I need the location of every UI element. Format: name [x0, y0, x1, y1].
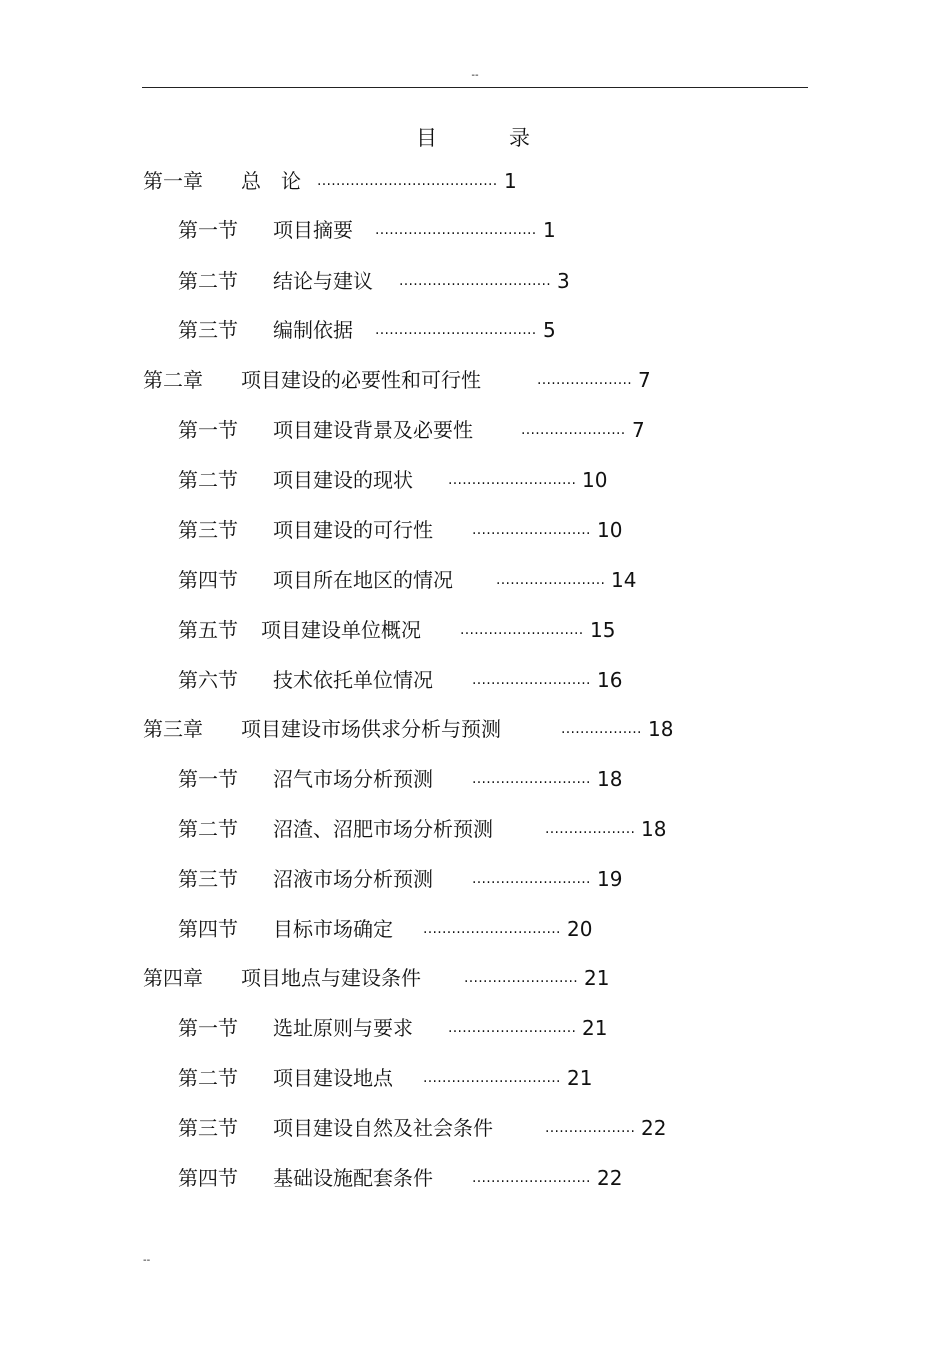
toc-entry-page: 21 [584, 966, 610, 990]
toc-entry-leader: ......................... [472, 522, 591, 538]
toc-entry-leader: ................... [545, 821, 636, 837]
toc-entry-leader: ................. [561, 721, 642, 737]
toc-entry-title: 技术依托单位情况 [273, 668, 433, 692]
toc-section-entry [0, 612, 950, 648]
toc-entry-title: 沼液市场分析预测 [273, 867, 433, 891]
toc-section-entry [0, 1010, 950, 1046]
toc-section-entry [0, 911, 950, 947]
toc-entry-number: 第六节 [178, 668, 238, 692]
toc-section-entry [0, 662, 950, 698]
toc-entry-leader: .................................. [375, 322, 537, 338]
toc-entry-number: 第三章 [143, 717, 203, 741]
toc-section-entry [0, 263, 950, 299]
toc-entry-title: 项目所在地区的情况 [273, 568, 453, 592]
toc-entry-page: 7 [632, 418, 645, 442]
toc-entry-leader: ......................... [472, 871, 591, 887]
toc-entry-title: 项目建设的必要性和可行性 [241, 368, 481, 392]
toc-section-entry [0, 512, 950, 548]
toc-entry-title: 编制依据 [273, 318, 353, 342]
page-footer-mark: -- [143, 1255, 151, 1266]
toc-entry-number: 第四节 [178, 568, 238, 592]
toc-entry-title: 项目建设背景及必要性 [273, 418, 473, 442]
toc-title: 目录 [416, 126, 602, 150]
toc-section-entry [0, 1060, 950, 1096]
toc-chapter-entry [0, 711, 950, 747]
toc-entry-page: 21 [567, 1066, 593, 1090]
toc-entry-leader: ........................... [448, 1020, 577, 1036]
toc-entry-leader: .................................. [375, 222, 537, 238]
toc-section-entry [0, 761, 950, 797]
toc-entry-page: 18 [641, 817, 667, 841]
toc-entry-page: 14 [611, 568, 637, 592]
page-header-mark: -- [471, 70, 479, 81]
toc-entry-title: 沼气市场分析预测 [273, 767, 433, 791]
toc-entry-title: 沼渣、沼肥市场分析预测 [273, 817, 493, 841]
toc-entry-page: 22 [597, 1166, 623, 1190]
toc-entry-leader: .................... [537, 372, 633, 388]
toc-entry-title: 项目地点与建设条件 [241, 966, 421, 990]
toc-entry-title: 项目建设市场供求分析与预测 [241, 717, 501, 741]
toc-entry-number: 第四章 [143, 966, 203, 990]
toc-section-entry [0, 562, 950, 598]
toc-entry-number: 第二节 [178, 468, 238, 492]
toc-entry-title: 项目建设的可行性 [273, 518, 433, 542]
toc-entry-page: 5 [543, 318, 556, 342]
toc-entry-number: 第二节 [178, 269, 238, 293]
toc-entry-leader: ................... [545, 1120, 636, 1136]
toc-entry-number: 第三节 [178, 1116, 238, 1140]
toc-entry-number: 第一节 [178, 767, 238, 791]
toc-entry-number: 第二节 [178, 1066, 238, 1090]
toc-entry-leader: ............................. [423, 1070, 561, 1086]
toc-entry-page: 3 [557, 269, 570, 293]
toc-entry-title: 目标市场确定 [273, 917, 393, 941]
toc-entry-page: 7 [638, 368, 651, 392]
toc-entry-page: 10 [597, 518, 623, 542]
toc-entry-title: 项目建设自然及社会条件 [273, 1116, 493, 1140]
toc-entry-leader: .......................... [460, 622, 584, 638]
toc-entry-number: 第四节 [178, 1166, 238, 1190]
toc-entry-number: 第三节 [178, 318, 238, 342]
header-rule [142, 87, 808, 88]
toc-entry-number: 第二章 [143, 368, 203, 392]
toc-section-entry [0, 462, 950, 498]
toc-entry-page: 1 [504, 169, 517, 193]
toc-entry-leader: ........................... [448, 472, 577, 488]
toc-entry-leader: ................................ [399, 273, 552, 289]
toc-chapter-entry [0, 163, 950, 199]
toc-chapter-entry [0, 960, 950, 996]
toc-entry-title: 基础设施配套条件 [273, 1166, 433, 1190]
toc-entry-leader: ......................... [472, 1170, 591, 1186]
toc-entry-page: 10 [582, 468, 608, 492]
toc-entry-title: 总 论 [241, 169, 301, 193]
toc-section-entry [0, 1110, 950, 1146]
toc-entry-title: 选址原则与要求 [273, 1016, 413, 1040]
toc-section-entry [0, 312, 950, 348]
toc-entry-number: 第一章 [143, 169, 203, 193]
toc-entry-number: 第一节 [178, 218, 238, 242]
toc-entry-number: 第一节 [178, 418, 238, 442]
toc-entry-number: 第三节 [178, 518, 238, 542]
toc-entry-title: 项目建设的现状 [273, 468, 413, 492]
toc-entry-title: 项目摘要 [273, 218, 353, 242]
toc-entry-leader: ......................... [472, 771, 591, 787]
toc-entry-number: 第五节 [178, 618, 238, 642]
toc-section-entry [0, 412, 950, 448]
toc-entry-leader: ......................... [472, 672, 591, 688]
toc-section-entry [0, 861, 950, 897]
toc-section-entry [0, 811, 950, 847]
toc-section-entry [0, 212, 950, 248]
toc-section-entry [0, 1160, 950, 1196]
toc-entry-number: 第三节 [178, 867, 238, 891]
toc-entry-page: 22 [641, 1116, 667, 1140]
toc-entry-page: 16 [597, 668, 623, 692]
toc-entry-page: 1 [543, 218, 556, 242]
toc-entry-page: 18 [597, 767, 623, 791]
toc-entry-leader: ....................... [496, 572, 606, 588]
toc-entry-leader: ........................ [464, 970, 579, 986]
toc-entry-leader: ...................................... [317, 173, 498, 189]
toc-entry-page: 20 [567, 917, 593, 941]
toc-entry-number: 第一节 [178, 1016, 238, 1040]
toc-entry-title: 结论与建议 [273, 269, 373, 293]
toc-entry-page: 19 [597, 867, 623, 891]
toc-entry-page: 15 [590, 618, 616, 642]
toc-entry-page: 18 [648, 717, 674, 741]
toc-entry-number: 第四节 [178, 917, 238, 941]
toc-entry-page: 21 [582, 1016, 608, 1040]
toc-entry-leader: ...................... [521, 422, 626, 438]
toc-entry-leader: ............................. [423, 921, 561, 937]
toc-entry-title: 项目建设单位概况 [261, 618, 421, 642]
toc-entry-title: 项目建设地点 [273, 1066, 393, 1090]
toc-chapter-entry [0, 362, 950, 398]
toc-entry-number: 第二节 [178, 817, 238, 841]
